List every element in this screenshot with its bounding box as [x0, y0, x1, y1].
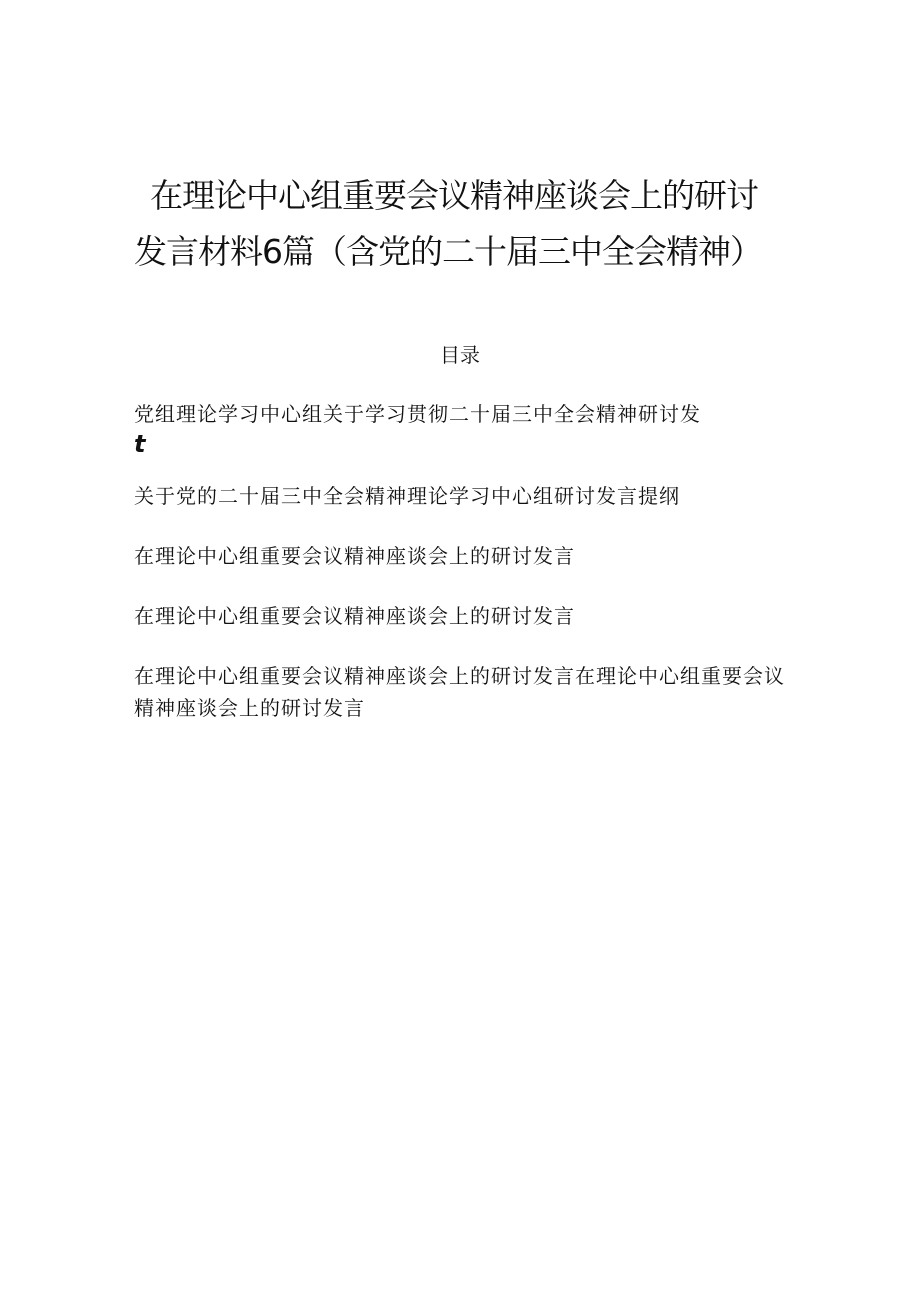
document-title-line-1: 在理论中心组重要会议精神座谈会上的研讨	[150, 176, 758, 215]
toc-item	[134, 480, 794, 512]
toc-item	[134, 398, 794, 458]
table-of-contents	[134, 398, 794, 724]
toc-item	[134, 660, 794, 724]
document-title-line-2: 发言材料6篇（含党的二十届三中全会精神）	[134, 232, 762, 271]
toc-item-text: 党组理论学习中心组关于学习贯彻二十届三中全会精神研讨发	[134, 402, 701, 426]
toc-item	[134, 540, 794, 572]
toc-item-fragment: t	[134, 430, 147, 458]
toc-item-text: 在理论中心组重要会议精神座谈会上的研讨发言在理论中心组重要会议精神座谈会上的研讨发言	[134, 664, 785, 720]
toc-item-text: 在理论中心组重要会议精神座谈会上的研讨发言	[134, 544, 575, 568]
toc-item-text: 关于党的二十届三中全会精神理论学习中心组研讨发言提纲	[134, 484, 680, 508]
toc-item-text: 在理论中心组重要会议精神座谈会上的研讨发言	[134, 604, 575, 628]
toc-heading: 目录	[440, 343, 480, 367]
toc-item	[134, 600, 794, 632]
document-title	[120, 168, 800, 280]
